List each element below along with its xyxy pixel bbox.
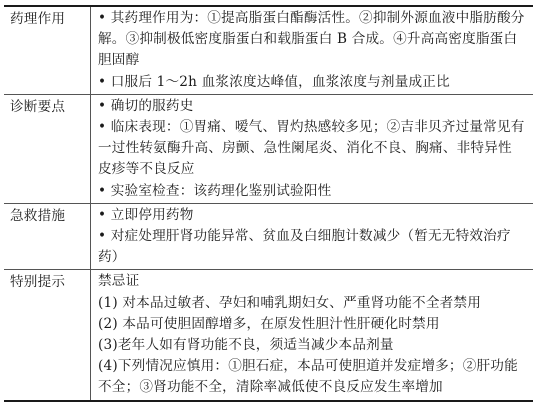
drug-info-table	[4, 5, 533, 402]
table-row-diagnosis	[4, 94, 533, 203]
row-label-special-notes: 特别提示	[4, 270, 91, 401]
content-line: 禁忌证	[98, 273, 140, 290]
content-line: • 口服后 1～2h 血浆浓度达峰值，血浆浓度与剂量成正比	[98, 73, 450, 90]
content-line: (3)老年人如有肾功能不良，须适当减少本品剂量	[98, 337, 394, 354]
table-row-pharmacology	[4, 6, 533, 94]
content-line: • 立即停用药物	[98, 206, 194, 223]
content-line: • 临床表现：①胃痛、嗳气、胃灼热感较多见；②吉非贝齐过量常见有一过性转氨酶升高、房颤、急性阑尾炎、消化不良、胸痛、非特异性皮疹等不良反应	[98, 119, 525, 178]
row-content-emergency	[91, 203, 534, 270]
row-content-special-notes	[91, 270, 534, 401]
row-label-emergency: 急救措施	[4, 203, 91, 270]
content-line: (2) 本品可使胆固醇增多，在原发性胆汁性肝硬化时禁用	[98, 315, 440, 332]
row-label-pharmacology: 药理作用	[4, 6, 91, 94]
content-line: (1) 对本品过敏者、孕妇和哺乳期妇女、严重肾功能不全者禁用	[98, 294, 482, 311]
table-row-emergency	[4, 203, 533, 270]
content-line: • 对症处理肝肾功能异常、贫血及白细胞计数减少（暂无无特效治疗药）	[98, 228, 511, 266]
row-content-pharmacology	[91, 6, 534, 94]
row-content-diagnosis	[91, 94, 534, 203]
content-line: (4)下列情况应慎用：①胆石症，本品可使胆道并发症增多；②肝功能不全；③肾功能不全，清除率减低使不良反应发生率增加	[98, 358, 518, 396]
table-row-special-notes	[4, 270, 533, 401]
content-line: • 其药理作用为：①提高脂蛋白酯酶活性。②抑制外源血液中脂肪酸分解。③抑制极低密度脂蛋白和载脂蛋白 B 合成。④升高高密度脂蛋白胆固醇	[98, 10, 525, 69]
content-line: • 实验室检查：该药理化鉴别试验阳性	[98, 182, 332, 199]
content-line: • 确切的服药史	[98, 97, 194, 114]
row-label-diagnosis: 诊断要点	[4, 94, 91, 203]
